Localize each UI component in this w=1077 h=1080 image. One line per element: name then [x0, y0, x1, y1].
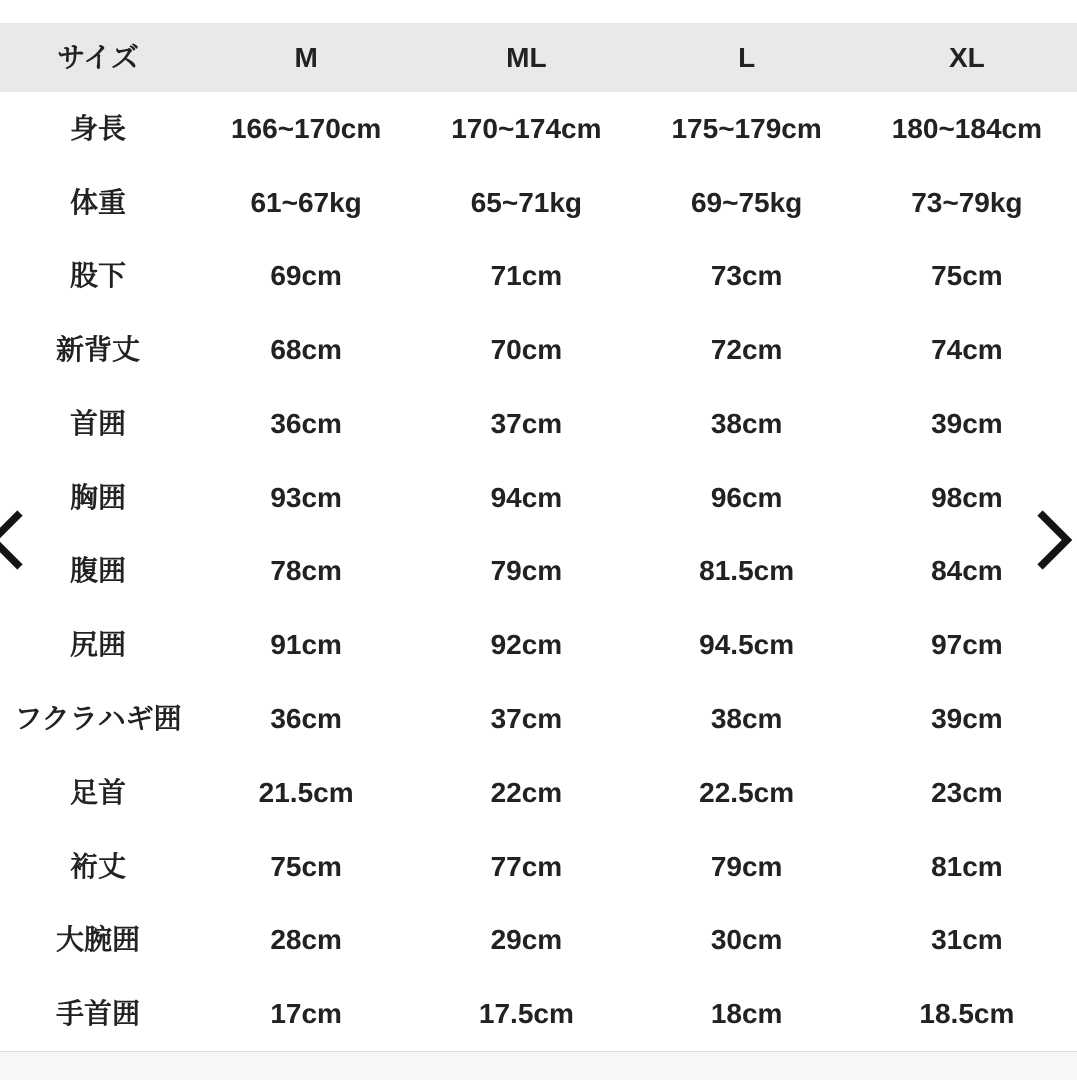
row-measurement-label: 腹囲: [69, 555, 126, 587]
row-value-xl: 39cm: [931, 703, 1003, 734]
row-value-m: 91cm: [270, 629, 342, 661]
row-measurement-label: 身長: [69, 112, 126, 144]
table-row: [0, 166, 1077, 240]
row-value-l: 96cm: [710, 481, 783, 513]
row-value-ml: 37cm: [490, 407, 563, 439]
row-measurement-label: 胸囲: [69, 481, 126, 513]
row-value-ml: 170~174cm: [451, 112, 602, 144]
row-value-ml: 65~71kg: [470, 186, 583, 218]
row-value-l: 79cm: [710, 850, 783, 882]
row-value-l: 72cm: [710, 334, 783, 366]
row-value-ml: 37cm: [490, 703, 563, 734]
row-value-m: 36cm: [270, 407, 342, 439]
row-value-m: 68cm: [270, 334, 342, 366]
row-measurement-label: 足首: [69, 776, 126, 808]
row-value-m: 61~67kg: [250, 186, 362, 218]
row-measurement-label: 新背丈: [55, 334, 140, 366]
row-value-l: 73cm: [710, 260, 783, 292]
row-measurement-label: 体重: [69, 186, 126, 218]
row-value-ml: 17.5cm: [478, 998, 574, 1030]
row-measurement-label: フクラハギ囲: [14, 703, 182, 734]
header-col-xl: XL: [948, 41, 985, 73]
row-value-ml: 92cm: [490, 629, 563, 661]
row-value-ml: 70cm: [490, 334, 563, 366]
row-value-xl: 81cm: [931, 850, 1003, 882]
row-value-xl: 75cm: [931, 260, 1003, 292]
header-col-ml: ML: [506, 41, 547, 73]
row-value-m: 78cm: [270, 555, 342, 587]
row-value-m: 36cm: [270, 703, 342, 734]
row-value-xl: 23cm: [931, 776, 1003, 808]
row-value-m: 166~170cm: [230, 112, 382, 144]
row-value-l: 38cm: [710, 407, 783, 439]
row-value-ml: 77cm: [490, 850, 563, 882]
row-value-xl: 98cm: [931, 481, 1003, 513]
chevron-right-icon: [1034, 559, 1074, 574]
row-value-xl: 73~79kg: [911, 186, 1023, 218]
row-value-l: 81.5cm: [699, 555, 795, 587]
row-value-ml: 94cm: [490, 481, 563, 513]
row-value-m: 28cm: [270, 924, 342, 956]
table-row: [0, 830, 1077, 904]
row-value-m: 69cm: [270, 260, 342, 292]
row-value-xl: 39cm: [931, 407, 1003, 439]
table-row: [0, 240, 1077, 314]
header-size-label: サイズ: [57, 41, 139, 73]
row-measurement-label: 股下: [69, 260, 126, 292]
bottom-strip: [0, 1052, 1077, 1080]
row-value-xl: 74cm: [931, 334, 1003, 366]
row-value-l: 22.5cm: [699, 776, 795, 808]
row-value-l: 18cm: [710, 998, 783, 1030]
row-value-xl: 180~184cm: [891, 112, 1042, 144]
table-row: [0, 461, 1077, 535]
size-chart-table: [0, 23, 1077, 1051]
table-row: [0, 535, 1077, 609]
row-value-xl: 31cm: [931, 924, 1003, 956]
carousel-next-button[interactable]: [1034, 509, 1074, 571]
table-row: [0, 977, 1077, 1051]
row-value-ml: 22cm: [490, 776, 563, 808]
row-measurement-label: 大腕囲: [55, 924, 140, 956]
header-col-m: M: [294, 41, 318, 73]
table-row: [0, 682, 1077, 756]
row-value-l: 175~179cm: [671, 112, 822, 144]
row-value-m: 93cm: [270, 481, 342, 513]
table-row: [0, 313, 1077, 387]
row-value-m: 75cm: [270, 850, 342, 882]
row-value-ml: 71cm: [490, 260, 563, 292]
row-value-l: 94.5cm: [699, 629, 795, 661]
row-value-l: 38cm: [710, 703, 783, 734]
carousel-prev-button[interactable]: [0, 509, 26, 571]
row-measurement-label: 手首囲: [55, 998, 140, 1030]
row-value-xl: 84cm: [931, 555, 1003, 587]
size-table-body: [0, 92, 1077, 1051]
row-value-xl: 18.5cm: [919, 998, 1015, 1030]
row-value-m: 21.5cm: [258, 776, 354, 808]
table-row: [0, 608, 1077, 682]
table-row: [0, 92, 1077, 166]
table-row: [0, 903, 1077, 977]
row-measurement-label: 裄丈: [69, 850, 126, 882]
header-col-l: L: [738, 41, 756, 73]
table-row: [0, 387, 1077, 461]
table-row: [0, 756, 1077, 830]
row-value-ml: 29cm: [490, 924, 563, 956]
chevron-left-icon: [0, 559, 26, 574]
row-measurement-label: 尻囲: [69, 629, 126, 661]
row-value-xl: 97cm: [931, 629, 1003, 661]
row-value-l: 69~75kg: [690, 186, 803, 218]
size-table-header-row: [0, 23, 1077, 92]
row-value-l: 30cm: [710, 924, 783, 956]
row-value-ml: 79cm: [490, 555, 563, 587]
row-value-m: 17cm: [270, 998, 342, 1030]
row-measurement-label: 首囲: [69, 407, 126, 439]
